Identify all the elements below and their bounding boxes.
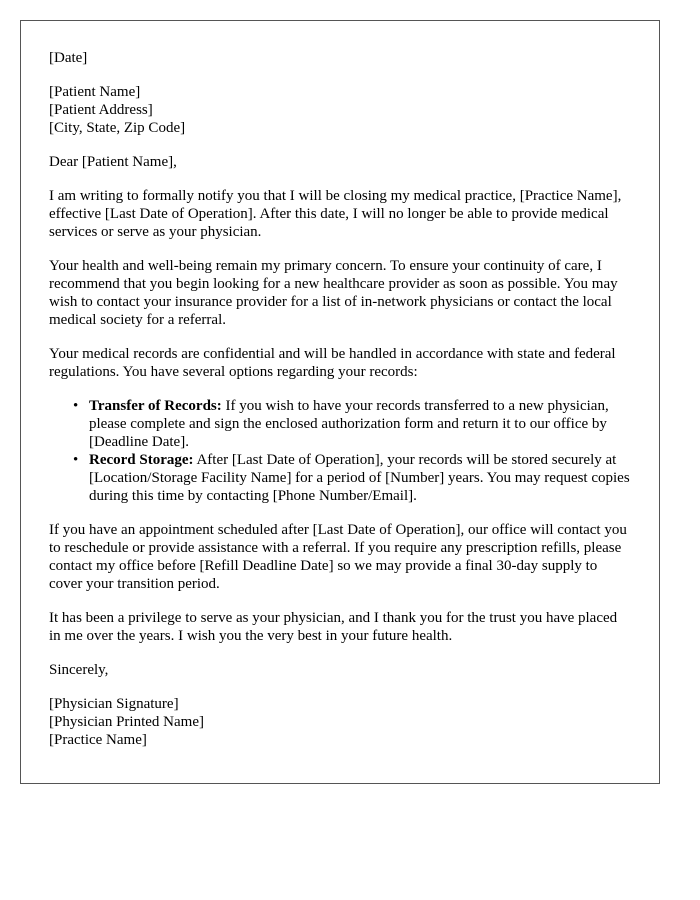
body-paragraph-continuity-of-care: Your health and well-being remain my primary concern. To ensure your continuity of care, I recommend that you begin looking for a new healthcare provider as soon as possible. You may wish to contact your insurance provider for a list of in-network physicians or contact the local medical society for a referral. [49, 258, 618, 328]
option-title: Record Storage: [89, 452, 194, 468]
recipient-address: [Patient Address] [49, 102, 153, 118]
option-text: If you wish to have your records transferred to a new physician, please complete and sign the enclosed authorization form and return it to our office by [Deadline Date]. [89, 398, 609, 450]
bullet-icon: • [73, 398, 79, 414]
physician-signature: [Physician Signature] [49, 696, 179, 712]
recipient-name: [Patient Name] [49, 84, 141, 100]
list-item [73, 397, 631, 451]
option-text: After [Last Date of Operation], your records will be stored securely at [Location/Storage Facility Name] for a period of [Number] years. You may request copies during this time by contacting [Phone Number/Email]. [89, 452, 630, 504]
records-options-list [49, 397, 631, 505]
letter-page [20, 20, 660, 784]
recipient-city-state-zip: [City, State, Zip Code] [49, 120, 186, 136]
letter-date: [Date] [49, 50, 88, 66]
body-paragraph-appointments: If you have an appointment scheduled after [Last Date of Operation], our office will contact you to reschedule or provide assistance with a referral. If you require any prescription refills, please contact my office before [Refill Deadline Date] so we may provide a final 30-day supply to cover your transition period. [49, 522, 627, 592]
body-paragraph-records: Your medical records are confidential and will be handled in accordance with state and federal regulations. You have several options regarding your records: [49, 346, 616, 380]
salutation: Dear [Patient Name], [49, 154, 177, 170]
body-paragraph-closure-notice: I am writing to formally notify you that I will be closing my medical practice, [Practice Name], effective [Last Date of Operation]. After this date, I will no longer be able to provide medical services or serve as your physician. [49, 188, 622, 240]
physician-printed-name: [Physician Printed Name] [49, 714, 204, 730]
recipient-address-block [49, 83, 631, 137]
practice-name: [Practice Name] [49, 732, 147, 748]
body-paragraph-thanks: It has been a privilege to serve as your physician, and I thank you for the trust you have placed in me over the years. I wish you the very best in your future health. [49, 610, 618, 644]
sign-off: Sincerely, [49, 662, 109, 678]
list-item [73, 451, 631, 505]
bullet-icon: • [73, 452, 79, 468]
option-title: Transfer of Records: [89, 398, 222, 414]
signature-block [49, 695, 631, 749]
